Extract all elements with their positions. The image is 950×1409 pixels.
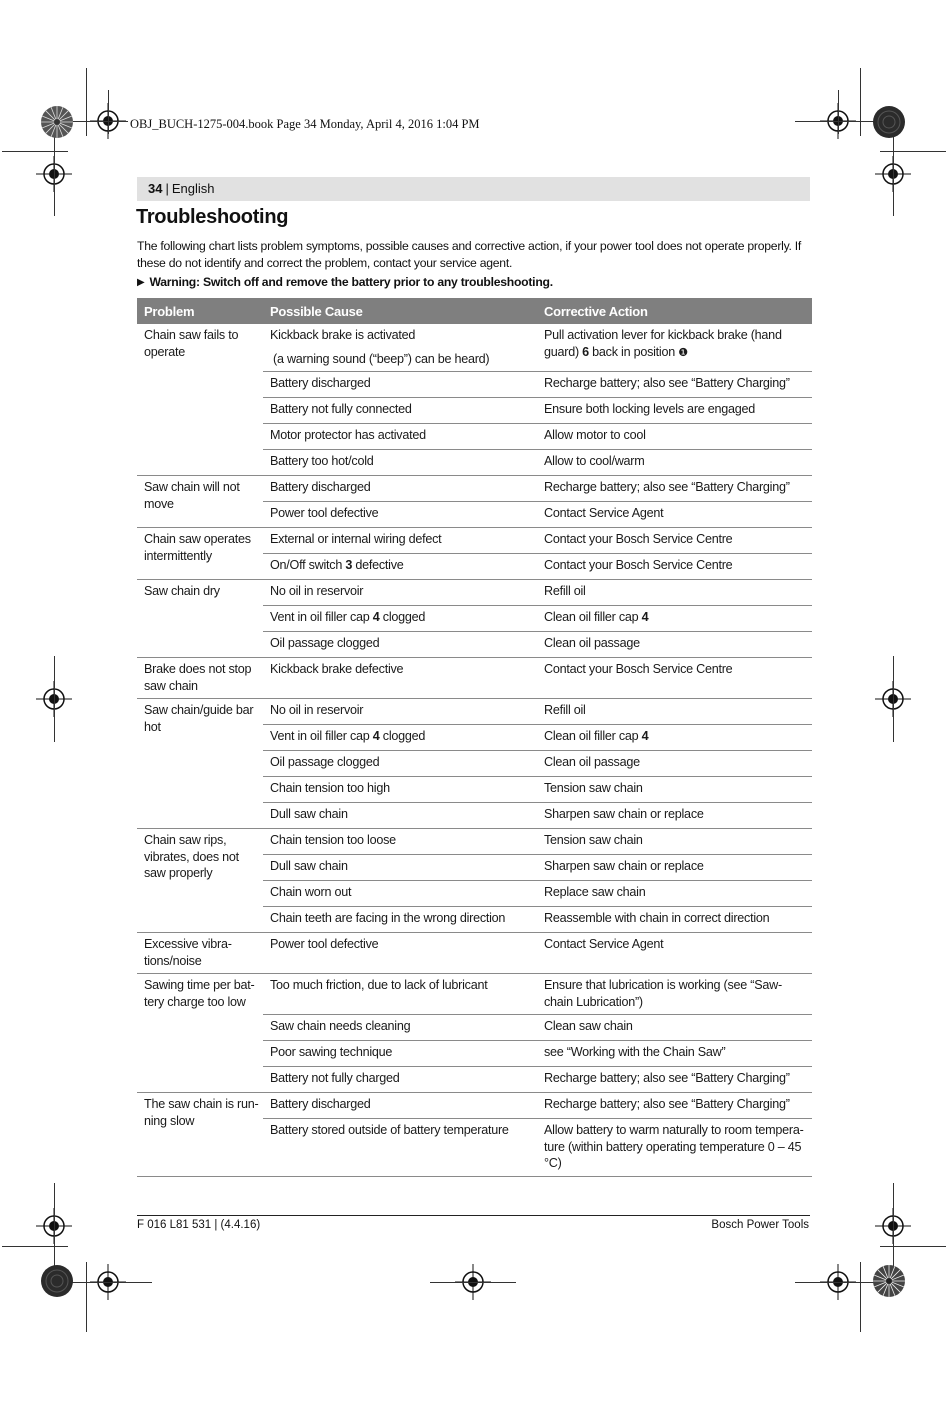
cause-text: On/Off switch — [270, 558, 346, 572]
cause-text: Chain teeth are facing in the wrong direction — [270, 911, 506, 925]
action-text: Sharpen saw chain or replace — [544, 859, 704, 873]
crop-line — [893, 1183, 894, 1269]
cause-text: Kickback brake is activated — [270, 328, 416, 342]
action-cell — [537, 658, 812, 699]
cause-cell — [263, 725, 537, 751]
action-cell — [537, 398, 812, 424]
triangle-bullet-icon: ▶ — [137, 277, 145, 288]
action-text: Refill oil — [544, 703, 586, 717]
action-text: Allow to cool/warm — [544, 454, 645, 468]
action-cell — [537, 933, 812, 974]
intro-paragraph: The following chart lists problem symptoms, possible causes and corrective action, if your power tool does not operate properly. If these do not identify and correct the problem, contact your service agent. — [137, 239, 802, 270]
cause-text: Battery discharged — [270, 1097, 371, 1111]
cause-cell — [263, 1067, 537, 1093]
cause-text: Battery discharged — [270, 480, 371, 494]
action-text: Contact your Bosch Service Centre — [544, 558, 733, 572]
action-cell — [537, 699, 812, 725]
table-row — [137, 974, 812, 1015]
action-text: Contact Service Agent — [544, 506, 664, 520]
table-row — [137, 699, 812, 725]
crop-line — [893, 656, 894, 742]
cause-cell — [263, 829, 537, 855]
action-cell — [537, 1119, 812, 1177]
cause-cell — [263, 632, 537, 658]
starburst-wheel-icon — [40, 105, 74, 139]
cause-text: Kickback brake defective — [270, 662, 404, 676]
action-text: Recharge battery; also see “Battery Charging” — [544, 1071, 790, 1085]
part-number-ref: 4 — [372, 729, 380, 743]
cause-text: Battery too hot/cold — [270, 454, 374, 468]
cause-cell — [263, 881, 537, 907]
page-number: 34 — [148, 181, 163, 196]
action-cell — [537, 528, 812, 554]
cause-cell — [263, 554, 537, 580]
table-row — [137, 528, 812, 554]
cause-cell — [263, 1041, 537, 1067]
cause-cell — [263, 450, 537, 476]
action-cell — [537, 632, 812, 658]
cause-text: defective — [352, 558, 404, 572]
cause-cell — [263, 751, 537, 777]
cause-text: Battery discharged — [270, 376, 371, 390]
cause-note: (a warning sound (“beep”) can be heard) — [273, 351, 490, 366]
cause-text: Oil passage clogged — [270, 636, 380, 650]
action-cell — [537, 777, 812, 803]
action-text: Pull activation lever for kickback brake (hand guard) — [544, 328, 782, 359]
header-corrective-action: Corrective Action — [537, 298, 812, 324]
cause-text: Battery not fully charged — [270, 1071, 400, 1085]
table-body — [137, 324, 812, 1176]
page-language: English — [171, 181, 215, 196]
cause-text: Vent in oil filler cap — [270, 610, 373, 624]
footer-doc-id: F 016 L81 531 | (4.4.16) — [137, 1219, 261, 1231]
cause-cell — [263, 424, 537, 450]
action-cell — [537, 881, 812, 907]
action-text: Clean oil filler cap — [544, 610, 642, 624]
action-cell — [537, 1015, 812, 1041]
crop-line — [893, 130, 894, 216]
action-text: back in position — [588, 344, 679, 359]
problem-cell: Sawing time per bat-tery charge too low — [137, 974, 263, 1093]
action-text: Allow battery to warm naturally to room tempera-ture (within battery operating temperature 0 – 45 °C) — [544, 1123, 804, 1170]
action-cell — [537, 606, 812, 632]
table-row — [137, 580, 812, 606]
action-text: Recharge battery; also see “Battery Charging” — [544, 376, 790, 390]
solid-wheel-icon — [872, 105, 906, 139]
warning-note — [137, 275, 813, 289]
action-cell — [537, 1093, 812, 1119]
cause-cell — [263, 1015, 537, 1041]
cause-text: Dull saw chain — [270, 807, 348, 821]
cause-cell — [263, 1093, 537, 1119]
action-text: Ensure that lubrication is working (see “Saw-chain Lubrication”) — [544, 978, 782, 1009]
action-cell — [537, 907, 812, 933]
table-row — [137, 829, 812, 855]
action-text: Contact Service Agent — [544, 937, 664, 951]
cause-text: Dull saw chain — [270, 859, 348, 873]
cause-text: External or internal wiring defect — [270, 532, 442, 546]
action-text: Refill oil — [544, 584, 586, 598]
cause-cell — [263, 398, 537, 424]
action-cell — [537, 450, 812, 476]
cause-cell — [263, 933, 537, 974]
action-cell — [537, 372, 812, 398]
action-text: Replace saw chain — [544, 885, 646, 899]
problem-cell: Excessive vibra-tions/noise — [137, 933, 263, 974]
header-possible-cause: Possible Cause — [263, 298, 537, 324]
cause-cell — [263, 907, 537, 933]
problem-cell: Chain saw operates intermittently — [137, 528, 263, 580]
cause-text: Power tool defective — [270, 506, 379, 520]
book-file-header: OBJ_BUCH-1275-004.book Page 34 Monday, April 4, 2016 1:04 PM — [130, 117, 480, 131]
cause-text: Vent in oil filler cap — [270, 729, 373, 743]
cause-text: Poor sawing technique — [270, 1045, 393, 1059]
action-cell — [537, 554, 812, 580]
action-cell — [537, 476, 812, 502]
footer-brand: Bosch Power Tools — [711, 1219, 809, 1231]
crop-line — [54, 1183, 55, 1269]
action-text: Ensure both locking levels are engaged — [544, 402, 756, 416]
crop-line — [62, 1282, 152, 1283]
cause-cell — [263, 803, 537, 829]
cause-text: No oil in reservoir — [270, 703, 364, 717]
cause-cell — [263, 974, 537, 1015]
table-row — [137, 658, 812, 699]
problem-cell: Chain saw rips, vibrates, does not saw properly — [137, 829, 263, 933]
action-text: Clean oil filler cap — [544, 729, 642, 743]
cause-cell — [263, 1119, 537, 1177]
part-number-ref: 4 — [372, 610, 380, 624]
action-cell — [537, 324, 812, 372]
table-row — [137, 324, 812, 372]
action-cell — [537, 1041, 812, 1067]
cause-text: Chain tension too high — [270, 781, 390, 795]
cause-text: Too much friction, due to lack of lubricant — [270, 978, 488, 992]
crop-line — [430, 1282, 516, 1283]
action-cell — [537, 725, 812, 751]
table-row — [137, 1093, 812, 1119]
page-separator: | — [165, 181, 169, 196]
cause-text: Motor protector has activated — [270, 428, 426, 442]
cause-text: Power tool defective — [270, 937, 379, 951]
action-text: Sharpen saw chain or replace — [544, 807, 704, 821]
action-text: Contact your Bosch Service Centre — [544, 662, 733, 676]
part-number-ref: 3 — [345, 558, 353, 572]
action-text: Recharge battery; also see “Battery Charging” — [544, 480, 790, 494]
cause-cell — [263, 606, 537, 632]
action-text: Clean oil passage — [544, 636, 640, 650]
action-cell — [537, 829, 812, 855]
header-problem: Problem — [137, 298, 263, 324]
cause-cell — [263, 580, 537, 606]
action-text: Clean saw chain — [544, 1019, 633, 1033]
cause-text: Battery stored outside of battery temperature — [270, 1123, 509, 1137]
part-number-ref: 6 — [582, 344, 589, 359]
page-header-bar — [137, 177, 810, 201]
cause-cell — [263, 699, 537, 725]
problem-cell: Chain saw fails to operate — [137, 324, 263, 476]
table-header-row — [137, 298, 812, 324]
starburst-wheel-icon — [872, 1264, 906, 1298]
cause-cell — [263, 855, 537, 881]
cause-cell — [263, 372, 537, 398]
action-text: Allow motor to cool — [544, 428, 646, 442]
cause-text: Saw chain needs cleaning — [270, 1019, 411, 1033]
action-text: Tension saw chain — [544, 781, 643, 795]
crop-line — [54, 130, 55, 216]
action-cell — [537, 974, 812, 1015]
problem-cell: Saw chain dry — [137, 580, 263, 658]
table-row — [137, 476, 812, 502]
crop-line — [108, 90, 109, 134]
action-cell — [537, 855, 812, 881]
cause-text: Chain worn out — [270, 885, 352, 899]
position-one-icon: ❶ — [678, 346, 688, 359]
cause-text: Battery not fully connected — [270, 402, 412, 416]
cause-text: Oil passage clogged — [270, 755, 380, 769]
action-cell — [537, 502, 812, 528]
action-cell — [537, 424, 812, 450]
action-cell — [537, 1067, 812, 1093]
action-cell — [537, 580, 812, 606]
problem-cell: Saw chain/guide bar hot — [137, 699, 263, 829]
action-cell — [537, 751, 812, 777]
part-number-ref: 4 — [641, 729, 649, 743]
action-text: Clean oil passage — [544, 755, 640, 769]
part-number-ref: 4 — [641, 610, 649, 624]
cause-cell — [263, 658, 537, 699]
cause-cell — [263, 476, 537, 502]
cause-text: Chain tension too loose — [270, 833, 396, 847]
cause-text: clogged — [379, 729, 426, 743]
action-cell — [537, 803, 812, 829]
table-row — [137, 933, 812, 974]
action-text: Reassemble with chain in correct direction — [544, 911, 770, 925]
action-text: Contact your Bosch Service Centre — [544, 532, 733, 546]
cause-cell — [263, 528, 537, 554]
cause-cell — [263, 324, 537, 372]
cause-cell — [263, 502, 537, 528]
action-text: see “Working with the Chain Saw” — [544, 1045, 726, 1059]
problem-cell: Saw chain will not move — [137, 476, 263, 528]
crop-line — [54, 656, 55, 742]
section-title: Troubleshooting — [136, 206, 289, 228]
troubleshooting-table — [137, 298, 812, 1177]
warning-text: Warning: Switch off and remove the battery prior to any troubleshooting. — [149, 275, 553, 289]
action-text: Recharge battery; also see “Battery Charging” — [544, 1097, 790, 1111]
solid-wheel-icon — [40, 1264, 74, 1298]
action-text: Tension saw chain — [544, 833, 643, 847]
cause-text: No oil in reservoir — [270, 584, 364, 598]
cause-text: clogged — [379, 610, 426, 624]
cause-cell — [263, 777, 537, 803]
problem-cell: Brake does not stop saw chain — [137, 658, 263, 699]
footer-rule — [137, 1215, 810, 1216]
problem-cell: The saw chain is run-ning slow — [137, 1093, 263, 1177]
crop-line — [838, 90, 839, 134]
